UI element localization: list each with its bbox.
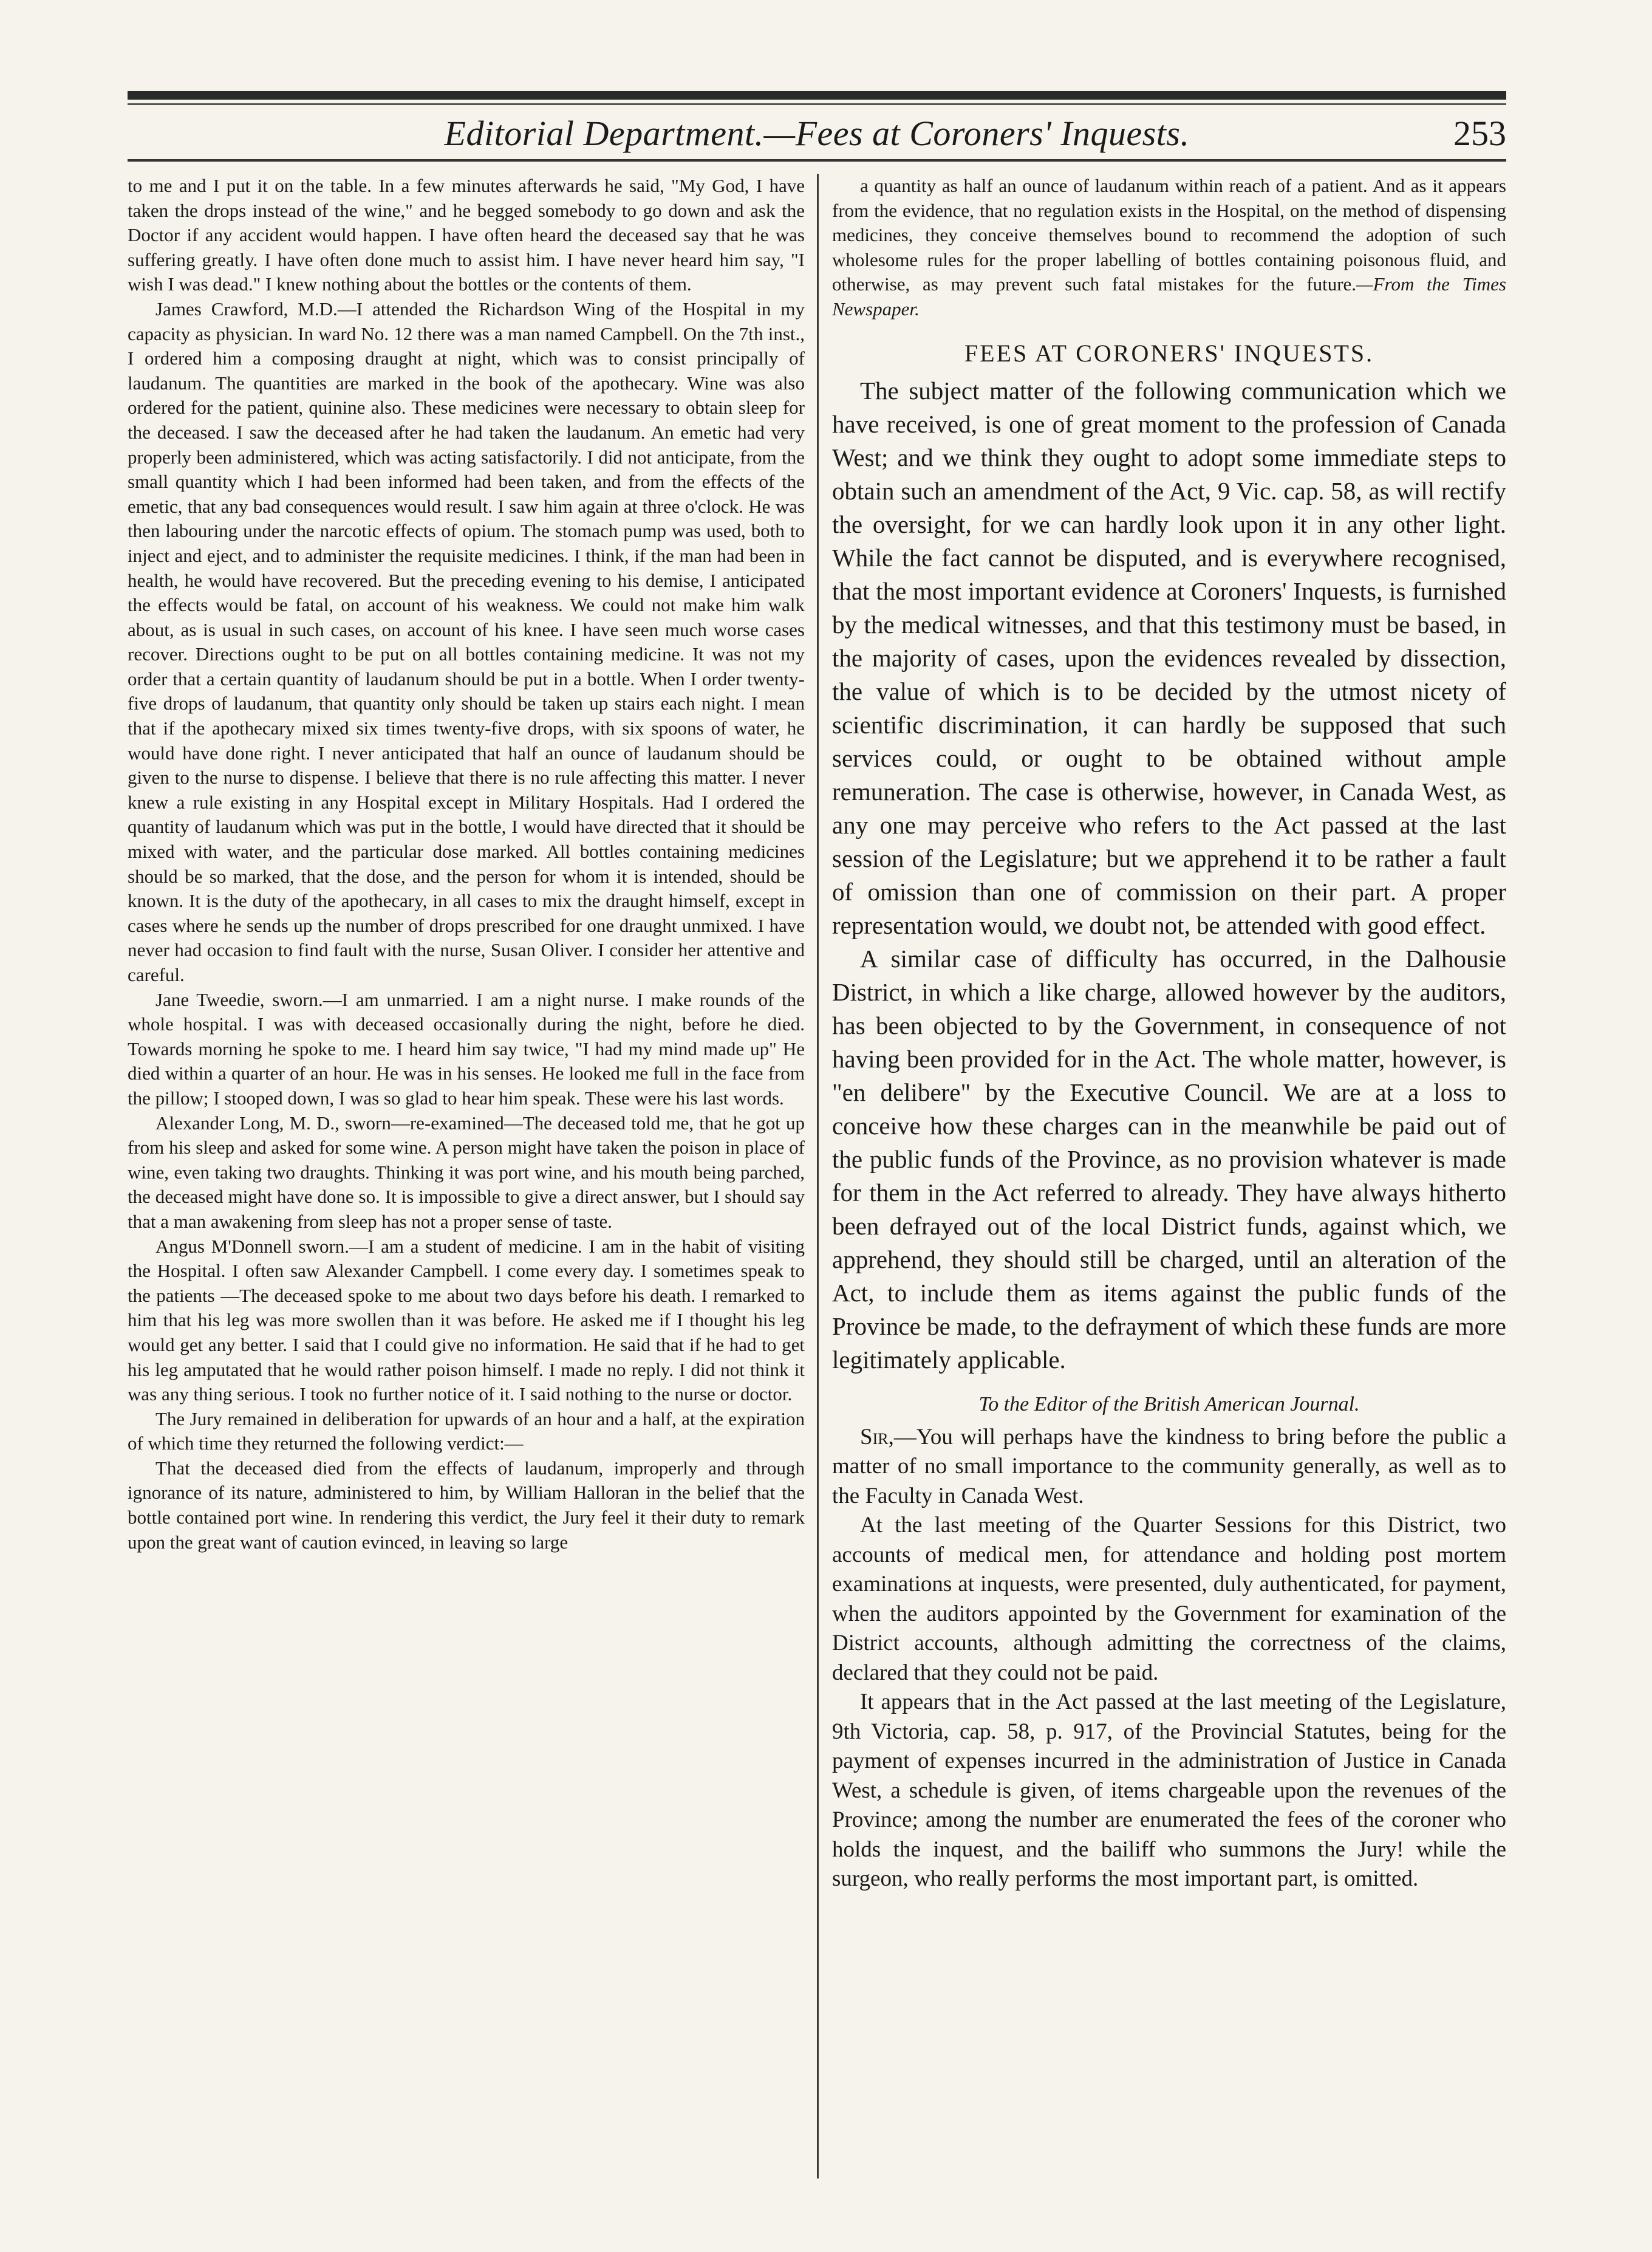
top-rule: [128, 91, 1506, 100]
fees-paragraph-1: The subject matter of the following communication which we have received, is one of great moment to the profession of Canada West; and we think they ought to adopt some immediate steps to obtain such an amendment of the Act, 9 Vic. cap. 58, as will rectify the oversight, for we can hardly look upon it in any other light. While the fact cannot be disputed, and is everywhere recognised, that the most important evidence at Coroners' Inquests, is furnished by the medical witnesses, and that this testimony must be based, in the majority of cases, upon the evidences revealed by dissection, the value of which is to be decided by the utmost nicety of scientific discrimination, it can hardly be supposed that such services could, or ought to be obtained without ample remuneration. The case is otherwise, however, in Canada West, as any one may perceive who refers to the Act passed at the last session of the Legislature; but we apprehend it to be rather a fault of omission than one of commission on their part. A proper representation would, we doubt not, be attended with good effect.: [832, 376, 1506, 939]
top-rule-thin: [128, 103, 1506, 105]
letter-paragraph-2: At the last meeting of the Quarter Sessions for this District, two accounts of medical men, for attendance and holding post mortem examinations at inquests, were presented, duly authenticated, for payment, when the auditors appointed by the Government for examination of the District accounts, although admitting the correctness of the claims, declared that they could not be paid.: [832, 1513, 1506, 1685]
letter-paragraph-1: [832, 1423, 1506, 1511]
section-heading: FEES AT CORONERS' INQUESTS.: [964, 339, 1374, 367]
right-intro: [832, 174, 1506, 322]
right-intro-paragraph: [832, 174, 1506, 322]
column-divider: [817, 174, 819, 2178]
running-title: Editorial Department.—Fees at Coroners' Inquests.: [444, 114, 1190, 153]
left-paragraph-jury: The Jury remained in deliberation for upwards of an hour and a half, at the expiration of which time they returned the following verdict:—: [128, 1408, 805, 1454]
page-header: [128, 109, 1506, 158]
left-paragraph-mdonnell: Angus M'Donnell sworn.—I am a student of medicine. I am in the habit of visiting the Hospital. I often saw Alexander Campbell. I come every day. I sometimes speak to the patients —The deceased spoke to me about two days before his death. I remarked to him that his leg was more swollen than it was before. He asked me if I thought his leg would get any better. I said that I could give no information. He said that if he had to get his leg amputated that he would rather poison himself. I made no reply. I did not think it was any thing serious. I took no further notice of it. I said nothing to the nurse or doctor.: [128, 1235, 805, 1405]
letter-heading: To the Editor of the British American Journal.: [978, 1392, 1360, 1415]
fees-article: [832, 374, 1506, 1377]
right-intro-source: —From the Times Newspaper.: [832, 273, 1506, 320]
letter-paragraph-3: It appears that in the Act passed at the last meeting of the Legislature, 9th Victoria, cap. 58, p. 917, of the Provincial Statutes, being for the payment of expenses incurred in the administration of Justice in Canada West, a schedule is given, of items chargeable upon the revenues of the Province; among the number are enumerated the fees of the coroner who holds the inquest, and the bailiff who summons the Jury! while the surgeon, who really performs the most important part, is omitted.: [832, 1689, 1506, 1892]
right-intro-text: a quantity as half an ounce of laudanum within reach of a patient. And as it appears from the evidence, that no regulation exists in the Hospital, on the method of dispensing medicines, they conceive themselves bound to recommend the adoption of such wholesome rules for the proper labelling of bottles containing poisonous fluid, and otherwise, as may prevent such fatal mistakes for the future.: [832, 175, 1506, 295]
page-number: 253: [1453, 114, 1506, 153]
letter-paragraph-1-text: —You will perhaps have the kindness to bring before the public a matter of no small importance to the community generally, as well as to the Faculty in Canada West.: [832, 1424, 1506, 1508]
left-paragraph-tweedie: Jane Tweedie, sworn.—I am unmarried. I am a night nurse. I make rounds of the whole hospital. I was with deceased occasionally during the night, before he died. Towards morning he spoke to me. I heard him say twice, "I had my mind made up" He died within a quarter of an hour. He was in his senses. He looked me full in the face from the pillow; I stooped down, I was so glad to hear him speak. These were his last words.: [128, 988, 805, 1109]
letter-body: [832, 1423, 1506, 1894]
left-column: [128, 174, 805, 2178]
letter-salutation: Sir,: [860, 1424, 894, 1449]
left-paragraph-crawford: James Crawford, M.D.—I attended the Richardson Wing of the Hospital in my capacity as physician. In ward No. 12 there was a man named Campbell. On the 7th inst., I ordered him a composing draught at night, which was to consist principally of laudanum. The quantities are marked in the book of the apothecary. Wine was also ordered for the patient, quinine also. These medicines were necessary to obtain sleep for the deceased. I saw the deceased after he had taken the laudanum. An emetic had very properly been administered, which was acting satisfactorily. I did not anticipate, from the small quantity which I had been informed had been taken, and from the effects of the emetic, that any bad consequences would result. I saw him again at three o'clock. He was then labouring under the narcotic effects of opium. The stomach pump was used, both to inject and eject, and to administer the requisite medicines. I think, if the man had been in health, he would have recovered. But the preceding evening to his demise, I anticipated the effects would be fatal, on account of his weakness. We could not make him walk about, as is usual in such cases, on account of his knee. I have seen much worse cases recover. Directions ought to be put on all bottles containing medicine. It was not my order that a certain quantity of laudanum should be put in a bottle. When I order twenty-five drops of laudanum, that quantity only should be taken up stairs each night. I mean that if the apothecary mixed six times twenty-five drops, with six spoons of water, he would have done right. I never anticipated that half an ounce of laudanum should be given to the nurse to dispense. I believe that there is no rule affecting this matter. I never knew a rule existing in any Hospital except in Military Hospitals. Had I ordered the quantity of laudanum which was put in the bottle, I would have directed that it should be mixed with water, and the particular dose marked. All bottles containing medicines should be so marked, that the dose, and the person for whom it is intended, should be known. It is the duty of the apothecary, in all cases to mix the draught himself, except in cases where he sends up the number of drops prescribed for one draught unmixed. I have never had occasion to find fault with the nurse, Susan Oliver. I consider her attentive and careful.: [128, 298, 805, 985]
right-column: [832, 174, 1506, 2178]
left-paragraph-1: to me and I put it on the table. In a few minutes afterwards he said, "My God, I have taken the drops instead of the wine," and he begged somebody to go down and ask the Doctor if any accident would happen. I have often heard the deceased say that he was suffering greatly. I have often done much to assist him. I have never heard him say, "I wish I was dead." I knew nothing about the bottles or the contents of them.: [128, 175, 805, 295]
fees-paragraph-2: A similar case of difficulty has occurred, in the Dalhousie District, in which a like charge, allowed however by the auditors, has been objected to by the Government, in consequence of not having been provided for in the Act. The whole matter, however, is "en delibere" by the Executive Council. We are at a loss to conceive how these charges can in the meanwhile be paid out of the public funds of the Province, as no provision whatever is made for them in the Act referred to already. They have always hitherto been defrayed out of the local District funds, against which, we apprehend, they should still be charged, until an alteration of the Act, to include them as items against the public funds of the Province be made, to the defrayment of which these funds are more legitimately applicable.: [832, 944, 1506, 1374]
left-paragraph-long: Alexander Long, M. D., sworn—re-examined—The deceased told me, that he got up from his sleep and asked for some wine. A person might have taken the poison in place of wine, even taking two draughts. Thinking it was port wine, and his mouth being parched, the deceased might have done so. It is impossible to give a direct answer, but I should say that a man awakening from sleep has not a proper sense of taste.: [128, 1112, 805, 1232]
left-paragraph-verdict: That the deceased died from the effects of laudanum, improperly and through ignorance of its nature, administered to him, by William Halloran in the belief that the bottle contained port wine. In rendering this verdict, the Jury feel it their duty to remark upon the great want of caution evinced, in leaving so large: [128, 1457, 805, 1553]
header-rule: [128, 159, 1506, 162]
